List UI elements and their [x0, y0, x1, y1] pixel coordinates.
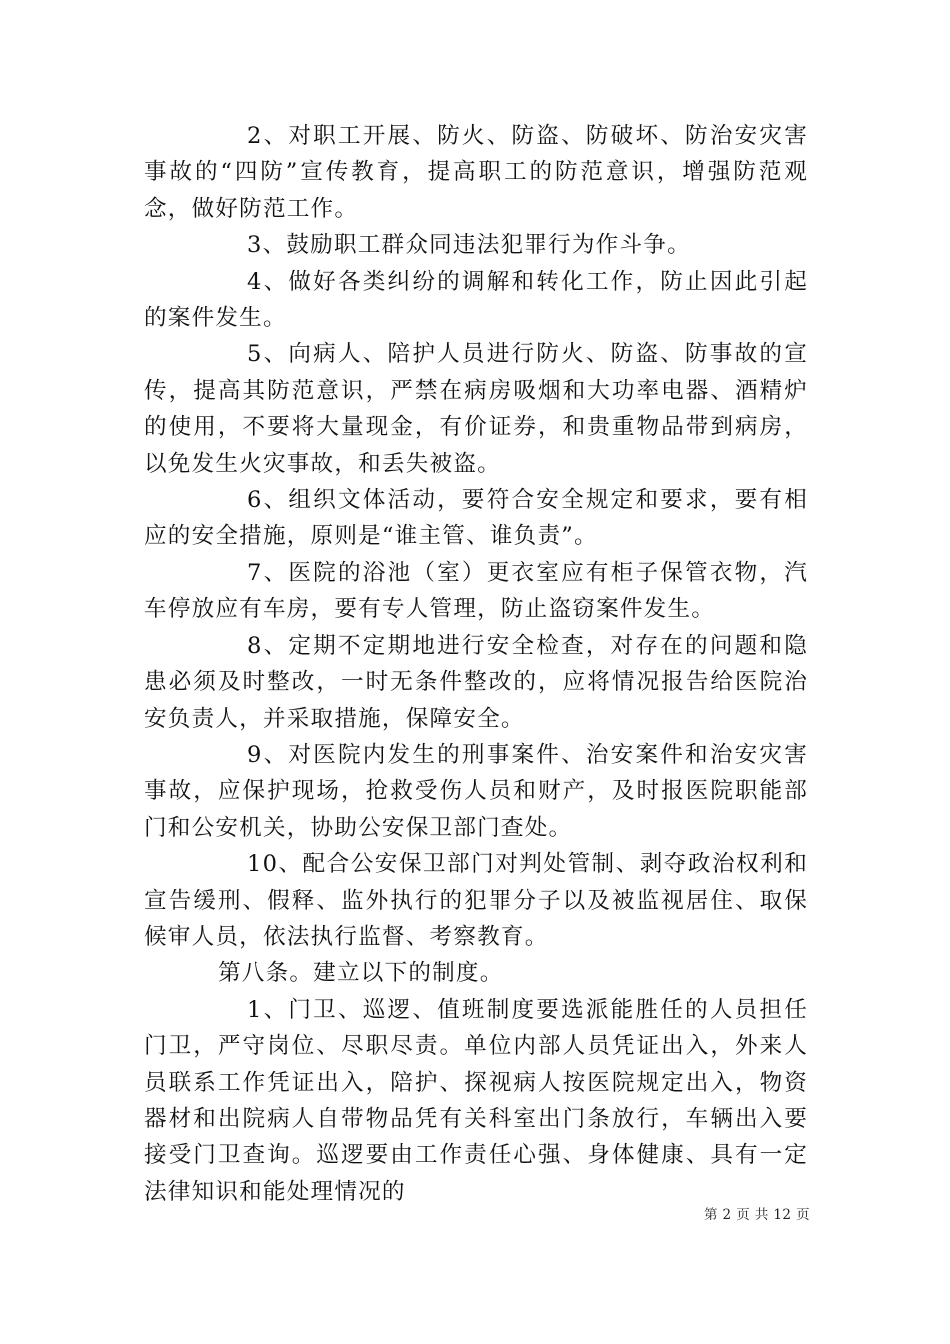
- paragraph-item-10: 10、配合公安保卫部门对判处管制、剥夺政治权利和宣告缓刑、假释、监外执行的犯罪分子以及被监视居住、取保候审人员，依法执行监督、考察教育。: [144, 851, 808, 950]
- paragraph-item-7: 7、医院的浴池（室）更衣室应有柜子保管衣物，汽车停放应有车房，要有专人管理，防止盗窃案件发生。: [144, 559, 808, 623]
- paragraph-item-9: 9、对医院内发生的刑事案件、治安案件和治安灾害事故，应保护现场，抢救受伤人员和财产，及时报医院职能部门和公安机关，协助公安保卫部门查处。: [144, 741, 808, 841]
- paragraph-item-4: 4、做好各类纠纷的调解和转化工作，防止因此引起的案件发生。: [144, 268, 808, 332]
- document-body: [144, 118, 808, 1210]
- page-number-footer: 第 2 页 共 12 页: [703, 1207, 810, 1223]
- paragraph-item-5: 5、向病人、陪护人员进行防火、防盗、防事故的宣传，提高其防范意识，严禁在病房吸烟和大功率电器、酒精炉的使用，不要将大量现金，有价证券，和贵重物品带到病房，以免发生火灾事故，和丢失被盗。: [144, 341, 808, 477]
- paragraph-rule-1: 1、门卫、巡逻、值班制度要选派能胜任的人员担任门卫，严守岗位、尽职尽责。单位内部人员凭证出入，外来人员联系工作凭证出入，陪护、探视病人按医院规定出入，物资器材和出院病人自带物品凭有关科室出门条放行，车辆出入要接受门卫查询。巡逻要由工作责任心强、身体健康、具有一定法律知识和能处理情况的: [144, 996, 808, 1205]
- paragraph-item-2: 2、对职工开展、防火、防盗、防破坏、防治安灾害事故的“四防”宣传教育，提高职工的防范意识，增强防范观念，做好防范工作。: [144, 123, 808, 222]
- paragraph-item-6: 6、组织文体活动，要符合安全规定和要求，要有相应的安全措施，原则是“谁主管、谁负责”。: [144, 487, 808, 550]
- paragraph-item-3: 3、鼓励职工群众同违法犯罪行为作斗争。: [247, 232, 691, 259]
- paragraph-item-8: 8、定期不定期地进行安全检查，对存在的问题和隐患必须及时整改，一时无条件整改的，应将情况报告给医院治安负责人，并采取措施，保障安全。: [144, 632, 808, 732]
- section-heading-article-8: 第八条。建立以下的制度。: [218, 960, 504, 987]
